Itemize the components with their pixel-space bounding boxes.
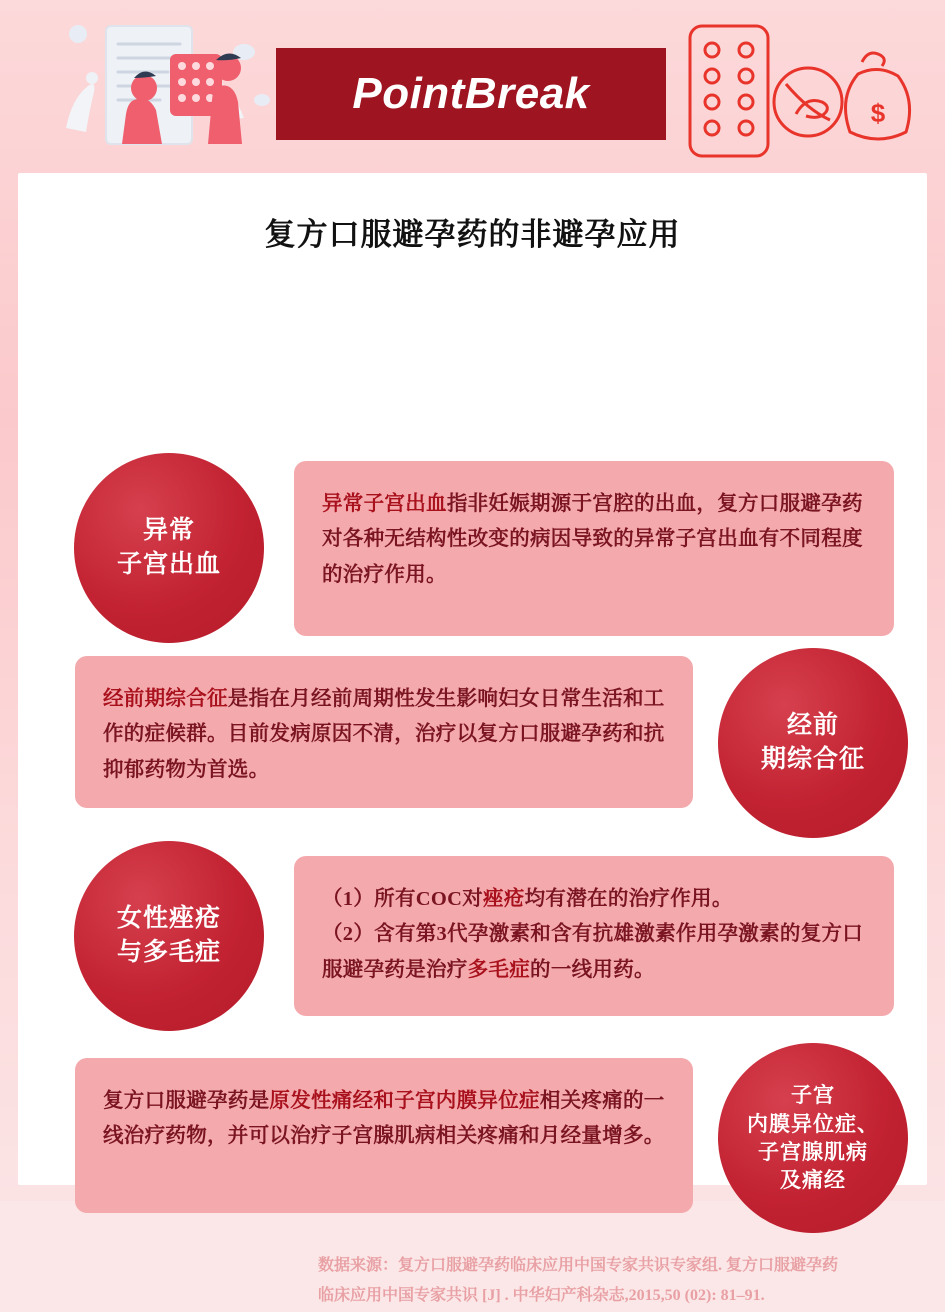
source-line-2: 临床应用中国专家共识 [J] . 中华妇产科杂志,2015,50 (02): 81–91. <box>318 1287 765 1305</box>
section-circle-label: 子宫 内膜异位症、 子宫腺肌病 及痛经 <box>718 1043 908 1233</box>
brand-title: PointBreak <box>352 69 590 118</box>
pill-pack-no-pregnancy-money-bag-illustration <box>676 18 916 173</box>
brand-banner <box>276 48 666 140</box>
section-text-bubble: 复方口服避孕药是原发性痛经和子宫内膜异位症相关疼痛的一线治疗药物，并可以治疗子宫腺肌病相关疼痛和月经量增多。 <box>75 1058 693 1213</box>
section-text-bubble: 异常子宫出血指非妊娠期源于宫腔的出血，复方口服避孕药对各种无结构性改变的病因导致的异常子宫出血有不同程度的治疗作用。 <box>294 461 894 636</box>
section-abnormal-uterine-bleeding <box>18 453 927 643</box>
header <box>0 0 945 175</box>
section-premenstrual-syndrome <box>18 648 927 838</box>
section-circle-label: 经前 期综合征 <box>718 648 908 838</box>
page-title: 复方口服避孕药的非避孕应用 <box>264 217 681 252</box>
section-text-bubble: （1）所有COC对痤疮均有潜在的治疗作用。 （2）含有第3代孕激素和含有抗雄激素作用孕激素的复方口服避孕药是治疗多毛症的一线用药。 <box>294 856 894 1016</box>
section-endometriosis-adenomyosis-dysmenorrhea <box>18 1043 927 1238</box>
pharmacy-people-illustration <box>48 8 268 173</box>
section-text-bubble: 经前期综合征是指在月经前周期性发生影响妇女日常生活和工作的症候群。目前发病原因不清，治疗以复方口服避孕药和抗抑郁药物为首选。 <box>75 656 693 808</box>
svg-text:$: $ <box>870 98 886 128</box>
section-circle-label: 女性痤疮 与多毛症 <box>74 841 264 1031</box>
content-card <box>18 173 927 1305</box>
section-acne-hirsutism <box>18 841 927 1031</box>
source-line-1: 数据来源：复方口服避孕药临床应用中国专家共识专家组. 复方口服避孕药 <box>318 1257 839 1274</box>
section-circle-label: 异常 子宫出血 <box>74 453 264 643</box>
source-citation <box>18 1251 927 1312</box>
